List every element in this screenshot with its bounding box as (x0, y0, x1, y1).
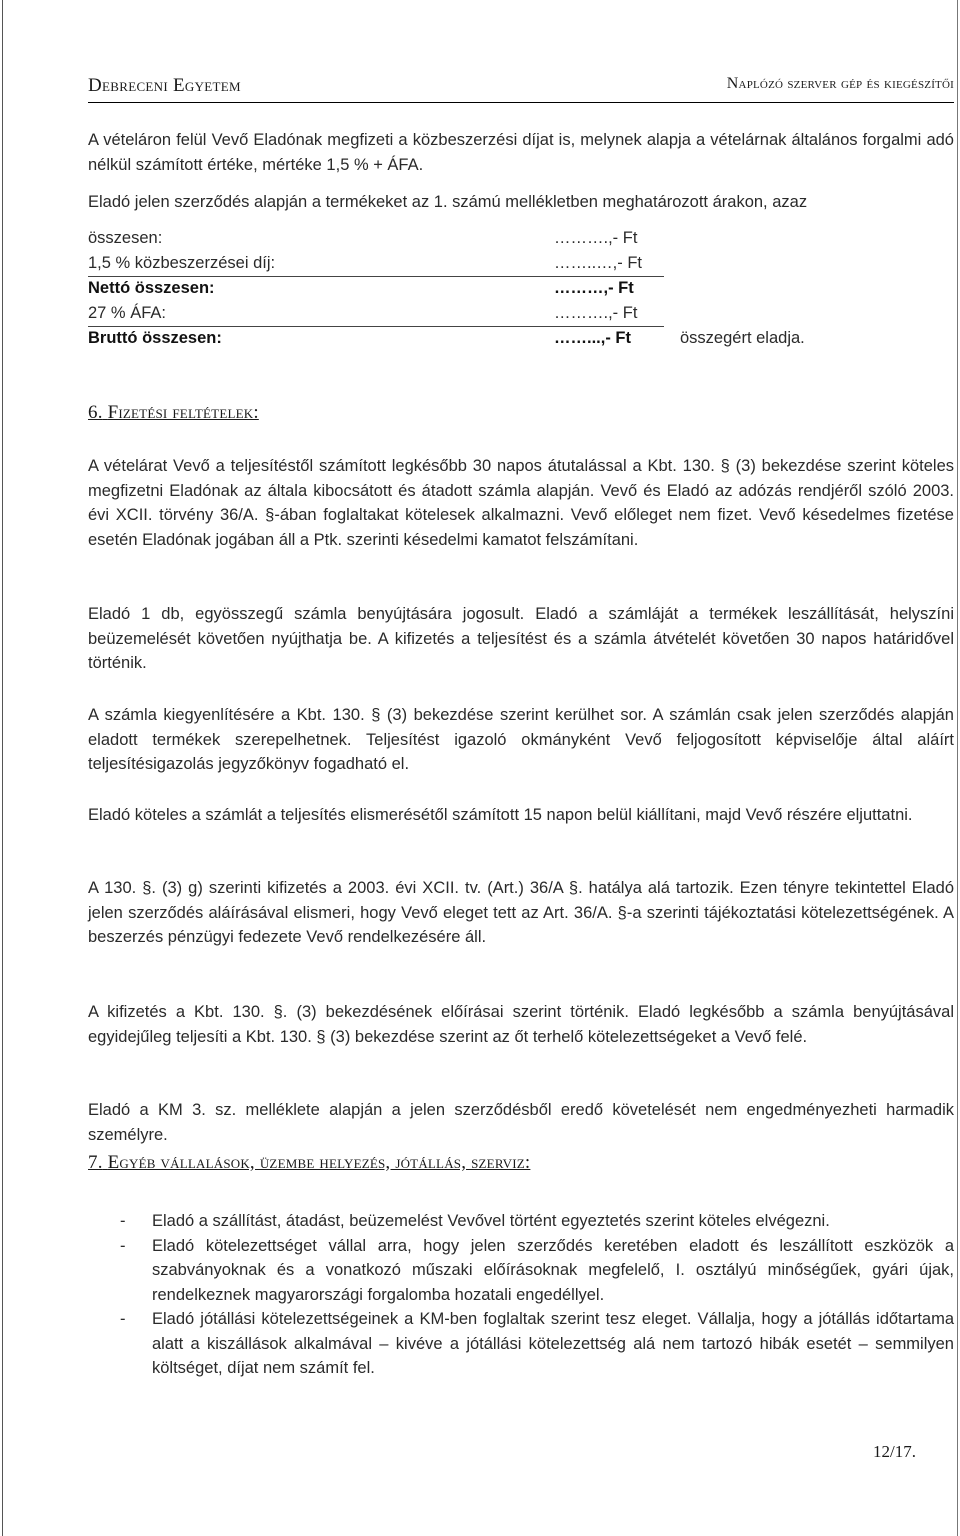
summary-label: 27 % ÁFA: (88, 304, 166, 322)
list-dash: - (120, 1212, 126, 1230)
page-number: 12/17. (873, 1442, 916, 1461)
paragraph-text: Eladó köteles a számlát a teljesítés elismerésétől számított 15 napon belül kiállítani, majd Vevő részére eljuttatni. (88, 806, 913, 824)
summary-value: ……….,- Ft (554, 229, 638, 247)
section-6-paragraph-5 (88, 876, 954, 950)
list-dash: - (120, 1310, 126, 1328)
section-7-heading (88, 1152, 530, 1174)
section-7-number: 7. (88, 1152, 103, 1173)
paragraph-text: Eladó a KM 3. sz. melléklete alapján a jelen szerződésből eredő követelését nem engedményezheti harmadik személyre. (88, 1101, 954, 1144)
intro-text-2: Eladó jelen szerződés alapján a termékeket az 1. számú mellékletben meghatározott árakon, azaz (88, 193, 808, 211)
paragraph-text: A 130. §. (3) g) szerinti kifizetés a 2003. évi XCII. tv. (Art.) 36/A §. hatálya alá tartozik. Ezen tényre tekintettel Eladó jelen szerződés aláírásával elismeri, hogy Vevő eleget tett az Art. 36/A. §-a szerinti tájékoztatási kötelezettségének. A beszerzés pénzügyi fedezete Vevő rendelkezésére áll. (88, 879, 954, 946)
section-6-heading (88, 402, 259, 424)
price-summary (88, 227, 954, 352)
header-rule (88, 102, 954, 103)
page-border-right (957, 0, 958, 1536)
section-6-number: 6. (88, 402, 103, 423)
paragraph-text: A vételárat Vevő a teljesítéstől számított legkésőbb 30 napos átutalással a Kbt. 130. § (3) bekezdése szerint köteles megfizetni Eladónak az általa kibocsátott és átadott számla alapján. Vevő és Eladó az adózás rendjéről szóló 2003. évi XCII. törvény 36/A. §-ában foglaltakat kötelesek alkalmazni. Vevő előleget nem fizet. Vevő késedelmes fizetése esetén Eladónak jogában áll a Ptk. szerinti késedelmi kamatot felszámítani. (88, 457, 954, 549)
list-item (88, 1234, 954, 1308)
intro-paragraph-2 (88, 190, 954, 215)
summary-label: összesen: (88, 229, 163, 247)
section-6-paragraph-1 (88, 454, 954, 552)
summary-row-net (88, 277, 954, 302)
summary-row-vat (88, 302, 954, 327)
list-item-text: Eladó a szállítást, átadást, beüzemelést Vevővel történt egyeztetés szerint köteles elvégezni. (152, 1212, 830, 1230)
section-6-paragraph-3 (88, 703, 954, 777)
paragraph-text: A számla kiegyenlítésére a Kbt. 130. § (3) bekezdése szerint kerülhet sor. A számlán csak jelen szerződés alapján eladott termékek szerepelhetnek. Teljesítést igazoló okmányként Vevő feljogosított képviselője által aláírt teljesítésigazolás jegyzőkönyv fogadható el. (88, 706, 954, 773)
summary-value: ………,- Ft (554, 279, 634, 297)
section-6-paragraph-7 (88, 1098, 954, 1147)
summary-label: Nettó összesen: (88, 279, 215, 297)
section-6-paragraph-4 (88, 803, 954, 828)
list-item-text: Eladó jótállási kötelezettségeinek a KM-ben foglaltak szerint tesz eleget. Vállalja, hogy a jótállás időtartama alatt a kiszállások alkalmával – kivéve a jótállási kötelezettség alá nem tartozó hibák esetét – semmilyen költséget, díjat nem számít fel. (152, 1310, 954, 1377)
intro-text-1: A vételáron felül Vevő Eladónak megfizeti a közbeszerzési díjat is, melynek alapja a vételárnak általános forgalmi adó nélkül számított értéke, mértéke 1,5 % + ÁFA. (88, 131, 954, 174)
section-7-list (88, 1209, 954, 1381)
summary-value: ……..…,- Ft (554, 254, 642, 272)
section-6-title: Fizetési feltételek: (107, 402, 259, 423)
list-item-text: Eladó kötelezettséget vállal arra, hogy jelen szerződés keretében eladott és leszállított eszközök a szabványoknak és a vonatkozó műszaki előírásoknak megfelelő, I. osztályú minőségűek, gyári újak, rendelkeznek magyarországi forgalomba hozatali engedéllyel. (152, 1236, 954, 1304)
summary-value: ……….,- Ft (554, 304, 638, 322)
header-institution: Debreceni Egyetem (88, 75, 241, 96)
summary-value: ……...,- Ft (554, 329, 631, 347)
section-6-paragraph-6 (88, 1000, 954, 1049)
list-item (88, 1307, 954, 1381)
list-item (88, 1209, 954, 1234)
section-6-paragraph-2 (88, 602, 954, 676)
summary-row-gross (88, 327, 954, 352)
intro-paragraph-1 (88, 128, 954, 177)
section-7-title: Egyéb vállalások, üzembe helyezés, jótállás, szerviz: (107, 1152, 531, 1173)
summary-row-total (88, 227, 954, 252)
summary-label: Bruttó összesen: (88, 329, 222, 347)
page-header (88, 75, 954, 103)
summary-label: 1,5 % közbeszerzései díj: (88, 254, 276, 272)
paragraph-text: A kifizetés a Kbt. 130. §. (3) bekezdésének előírásai szerint történik. Eladó legkésőbb a számla benyújtásával egyidejűleg teljesíti a Kbt. 130. § (3) bekezdése szerint az őt terhelő kötelezettségeket a Vevő felé. (88, 1003, 954, 1046)
header-document-title: Naplózó szerver gép és kiegészítői (726, 75, 954, 92)
paragraph-text: Eladó 1 db, egyösszegű számla benyújtására jogosult. Eladó a számláját a termékek leszállítását, helyszíni beüzemelését követően nyújthatja be. A kifizetés a teljesítést és a számla átvételét követően 30 napos határidővel történik. (88, 605, 954, 672)
page-border-left (2, 0, 3, 1536)
summary-row-fee (88, 252, 954, 277)
list-dash: - (120, 1236, 126, 1255)
summary-suffix: összegért eladja. (680, 329, 805, 347)
